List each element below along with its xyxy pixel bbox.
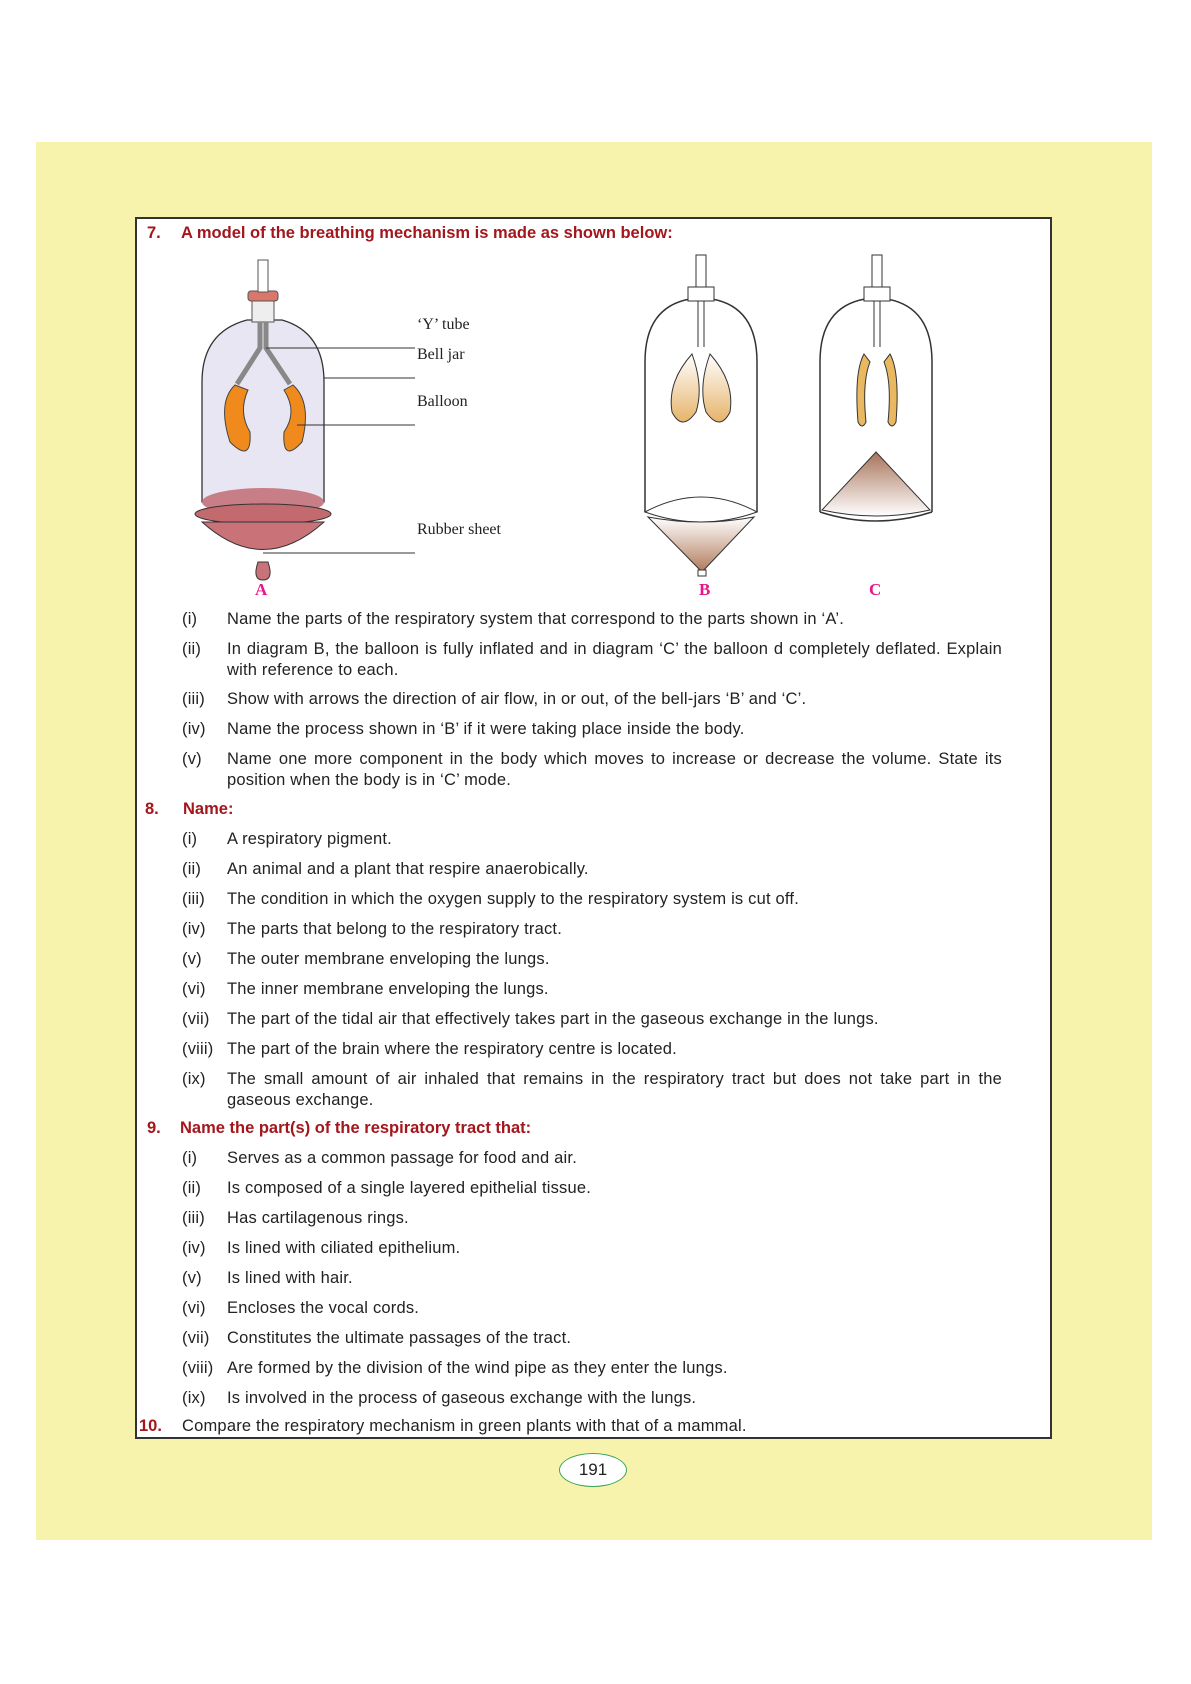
item-numeral: (iii): [182, 890, 205, 908]
q7-item: [182, 749, 1002, 790]
q7-item: [182, 639, 1002, 680]
breathing-model-diagram: [137, 241, 1050, 621]
diagram-a: [195, 260, 415, 580]
item-numeral: (viii): [182, 1040, 214, 1058]
q8-item: [182, 859, 1002, 880]
label-rubber-sheet: Rubber sheet: [417, 521, 501, 538]
item-numeral: (ix): [182, 1070, 206, 1088]
q8-item: [182, 829, 1002, 850]
item-text: The inner membrane enveloping the lungs.: [227, 980, 549, 998]
item-text: A respiratory pigment.: [227, 830, 392, 848]
item-text: The part of the brain where the respiratory centre is located.: [227, 1040, 677, 1058]
item-text: The parts that belong to the respiratory tract.: [227, 920, 562, 938]
panel-label-b: B: [699, 580, 711, 599]
label-bell-jar: Bell jar: [417, 346, 465, 363]
item-numeral: (i): [182, 830, 198, 848]
question-7-title: A model of the breathing mechanism is made as shown below:: [181, 224, 673, 242]
item-text: The small amount of air inhaled that remains in the respiratory tract but does not take part in the gaseous exchange.: [227, 1070, 1002, 1109]
q9-item: [182, 1328, 1002, 1349]
item-numeral: (vii): [182, 1329, 210, 1347]
q8-item: [182, 919, 1002, 940]
item-text: Is lined with hair.: [227, 1269, 353, 1287]
item-text: An animal and a plant that respire anaerobically.: [227, 860, 589, 878]
item-numeral: (v): [182, 750, 202, 768]
q8-item: [182, 1069, 1002, 1110]
item-text: Constitutes the ultimate passages of the tract.: [227, 1329, 572, 1347]
q9-item: [182, 1148, 1002, 1169]
item-text: Is composed of a single layered epithelial tissue.: [227, 1179, 592, 1197]
item-text: The part of the tidal air that effectively takes part in the gaseous exchange in the lungs.: [227, 1010, 879, 1028]
item-numeral: (iv): [182, 1239, 206, 1257]
panel-label-a: A: [255, 580, 268, 599]
item-text: Name the process shown in ‘B’ if it were taking place inside the body.: [227, 720, 745, 738]
item-numeral: (viii): [182, 1359, 214, 1377]
item-text: The condition in which the oxygen supply to the respiratory system is cut off.: [227, 890, 799, 908]
q9-item: [182, 1298, 1002, 1319]
question-8-number: 8.: [145, 800, 159, 818]
item-text: Is lined with ciliated epithelium.: [227, 1239, 461, 1257]
diagram-b: [645, 255, 757, 576]
question-9-title: Name the part(s) of the respiratory tract that:: [180, 1119, 532, 1137]
q7-item: [182, 689, 1002, 710]
q7-item: [182, 609, 1002, 630]
item-numeral: (vi): [182, 1299, 206, 1317]
question-7-number: 7.: [147, 224, 161, 242]
item-numeral: (v): [182, 1269, 202, 1287]
item-numeral: (iv): [182, 920, 206, 938]
q9-item: [182, 1358, 1002, 1379]
item-text: Has cartilagenous rings.: [227, 1209, 409, 1227]
q9-item: [182, 1178, 1002, 1199]
item-numeral: (v): [182, 950, 202, 968]
q8-item: [182, 889, 1002, 910]
item-numeral: (vi): [182, 980, 206, 998]
q9-item: [182, 1268, 1002, 1289]
item-numeral: (iii): [182, 1209, 205, 1227]
q8-item: [182, 1009, 1002, 1030]
question-9-number: 9.: [147, 1119, 161, 1137]
q7-item: [182, 719, 1002, 740]
item-text: Name the parts of the respiratory system that correspond to the parts shown in ‘A’.: [227, 610, 844, 628]
item-numeral: (ii): [182, 860, 202, 878]
item-text: Name one more component in the body which moves to increase or decrease the volume. State its position when the body is in ‘C’ mode.: [227, 750, 1002, 789]
panel-label-c: C: [869, 580, 882, 599]
q8-item: [182, 1039, 1002, 1060]
q8-item: [182, 949, 1002, 970]
item-numeral: (iii): [182, 690, 205, 708]
item-numeral: (ii): [182, 1179, 202, 1197]
item-numeral: (i): [182, 610, 198, 628]
item-text: Is involved in the process of gaseous exchange with the lungs.: [227, 1389, 697, 1407]
question-10-text: Compare the respiratory mechanism in green plants with that of a mammal.: [182, 1417, 747, 1435]
item-text: The outer membrane enveloping the lungs.: [227, 950, 550, 968]
q9-item: [182, 1388, 1002, 1409]
item-numeral: (ix): [182, 1389, 206, 1407]
item-numeral: (iv): [182, 720, 206, 738]
item-text: Show with arrows the direction of air flow, in or out, of the bell-jars ‘B’ and ‘C’.: [227, 690, 807, 708]
diagram-c: [820, 255, 932, 521]
item-text: Encloses the vocal cords.: [227, 1299, 420, 1317]
item-numeral: (vii): [182, 1010, 210, 1028]
q8-item: [182, 979, 1002, 1000]
q9-item: [182, 1208, 1002, 1229]
question-8-title: Name:: [183, 800, 234, 818]
item-text: In diagram B, the balloon is fully inflated and in diagram ‘C’ the balloon d completely deflated. Explain with reference to each.: [227, 640, 1002, 679]
question-10-number: 10.: [139, 1417, 162, 1435]
q9-item: [182, 1238, 1002, 1259]
item-numeral: (ii): [182, 640, 202, 658]
label-y-tube: ‘Y’ tube: [417, 316, 470, 333]
exercise-box: [135, 217, 1052, 1439]
item-text: Are formed by the division of the wind pipe as they enter the lungs.: [227, 1359, 728, 1377]
item-numeral: (i): [182, 1149, 198, 1167]
item-text: Serves as a common passage for food and air.: [227, 1149, 577, 1167]
label-balloon: Balloon: [417, 393, 468, 410]
page-number: 191: [559, 1453, 627, 1487]
